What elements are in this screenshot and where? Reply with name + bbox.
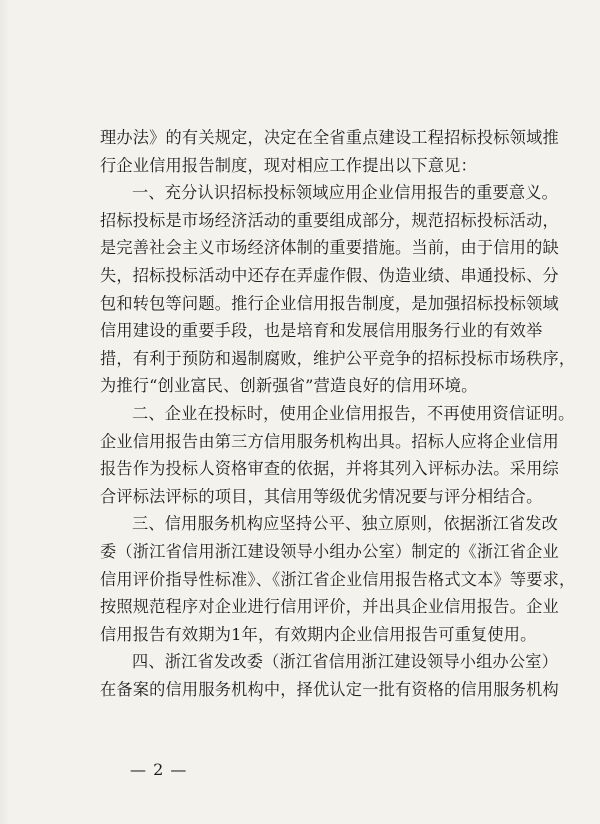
text-line-18: 按照规范程序对企业进行信用评价，并出具企业信用报告。企业	[100, 597, 559, 617]
text-line-10: 为推行“创业富民、创新强省”营造良好的信用环境。	[100, 376, 478, 396]
text-line-12: 企业信用报告由第三方信用服务机构出具。招标人应将企业信用	[100, 431, 559, 451]
text-line-5: 是完善社会主义市场经济体制的重要措施。当前，由于信用的缺	[100, 238, 559, 258]
text-line-19: 信用报告有效期为1年，有效期内企业信用报告可重复使用。	[100, 624, 537, 644]
text-line-14: 合评标法评标的项目，其信用等级优劣情况要与评分相结合。	[100, 486, 543, 506]
text-line-16: 委（浙江省信用浙江建设领导小组办公室）制定的《浙江省企业	[100, 541, 559, 561]
text-line-9: 措，有利于预防和遏制腐败，维护公平竞争的招标投标市场秩序，	[100, 348, 576, 368]
text-line-17: 信用评价指导性标准》、《浙江省企业信用报告格式文本》等要求，	[100, 569, 576, 589]
text-line-21: 在备案的信用服务机构中，择优认定一批有资格的信用服务机构	[100, 679, 559, 699]
page-number: — 2 —	[130, 760, 188, 779]
document-body	[100, 124, 576, 703]
section-one-heading: 一、充分认识招标投标领域应用企业信用报告的重要意义。	[132, 183, 559, 203]
text-line-4: 招标投标是市场经济活动的重要组成部分，规范招标投标活动，	[100, 210, 559, 230]
text-line-6: 失，招标投标活动中还存在弄虚作假、伪造业绩、串通投标、分	[100, 265, 559, 285]
section-four-heading: 四、浙江省发改委（浙江省信用浙江建设领导小组办公室）	[132, 652, 559, 672]
text-line-1: 理办法》的有关规定，决定在全省重点建设工程招标投标领域推	[100, 128, 559, 147]
text-line-7: 包和转包等问题。推行企业信用报告制度，是加强招标投标领域	[100, 293, 559, 313]
text-line-13: 报告作为投标人资格审查的依据，并将其列入评标办法。采用综	[100, 459, 559, 479]
text-line-8: 信用建设的重要手段，也是培育和发展信用服务行业的有效举	[100, 321, 543, 341]
text-line-2: 行企业信用报告制度，现对相应工作提出以下意见：	[100, 155, 477, 175]
section-two-heading: 二、企业在投标时，使用企业信用报告，不再使用资信证明。	[132, 403, 575, 423]
section-three-heading: 三、信用服务机构应坚持公平、独立原则，依据浙江省发改	[132, 514, 559, 534]
